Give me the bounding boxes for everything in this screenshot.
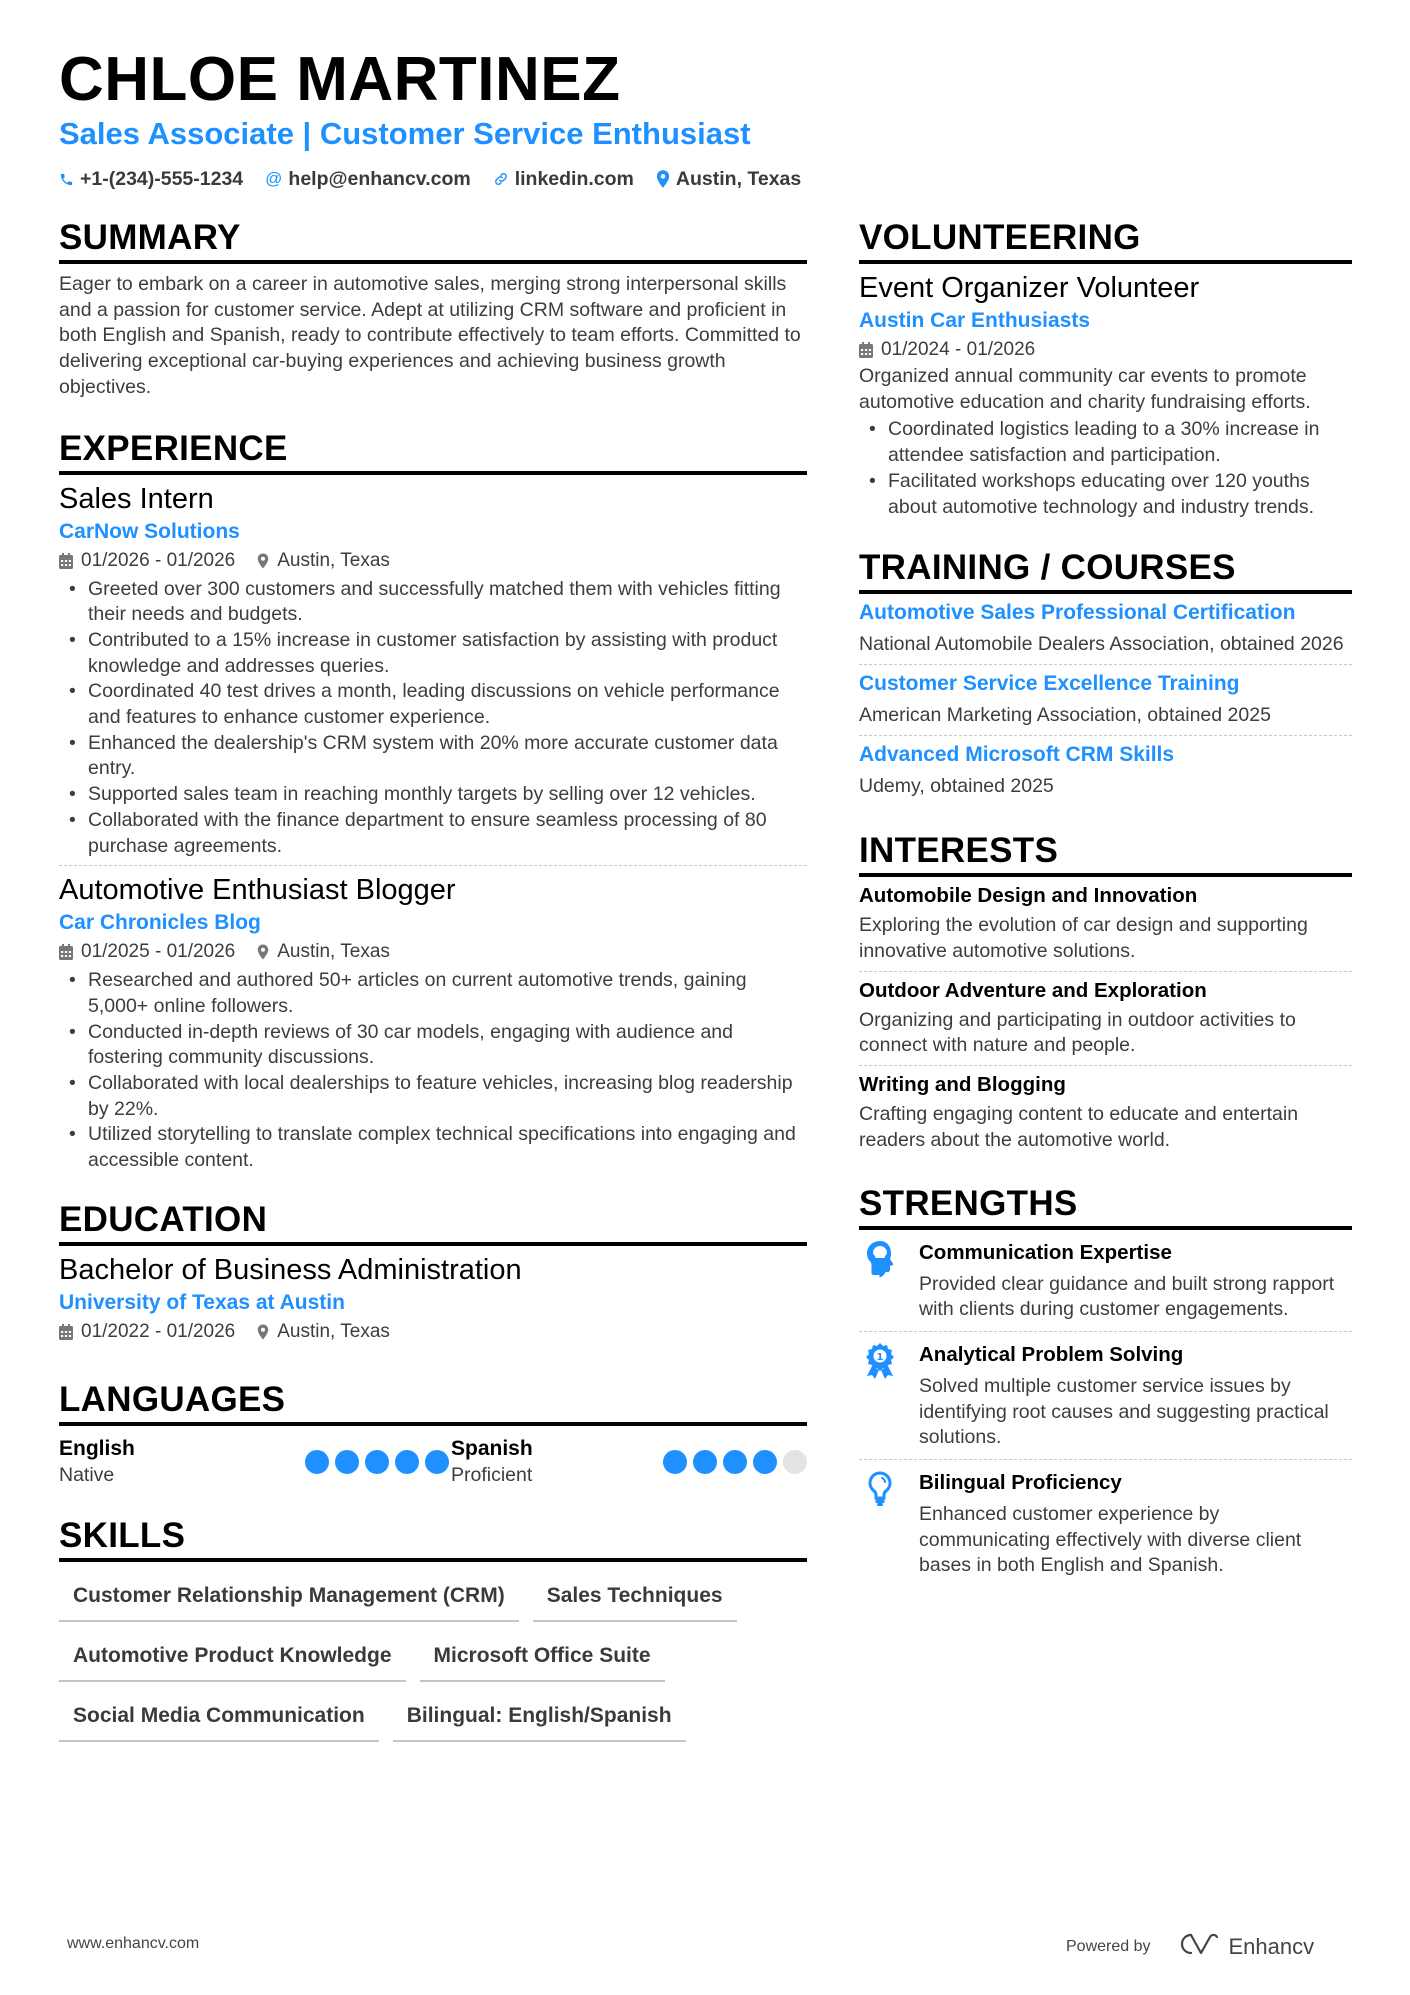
rating-dot-filled [335, 1450, 359, 1474]
head-brain-icon [859, 1238, 919, 1323]
list-item: • Coordinated 40 test drives a month, leading discussions on vehicle performance and features to enhance customer experience. [59, 679, 807, 730]
company-name: CarNow Solutions [59, 519, 240, 543]
rating-dot-filled [425, 1450, 449, 1474]
linkedin-text: linkedin.com [514, 168, 634, 190]
email-text: help@enhancv.com [288, 168, 471, 190]
languages-section [59, 1380, 807, 1488]
entry-meta [59, 938, 807, 966]
strength-title: Communication Expertise [919, 1240, 1172, 1264]
at-icon: @ [265, 169, 283, 188]
contact-email[interactable] [265, 166, 471, 192]
rating-dot-filled [753, 1450, 777, 1474]
course-detail: Udemy, obtained 2025 [859, 774, 1054, 797]
proficiency-rating [663, 1450, 807, 1474]
list-item: • Coordinated logistics leading to a 30% increase in attendee satisfaction and participation. [859, 417, 1352, 468]
contact-phone[interactable] [59, 166, 243, 192]
interest-item [859, 877, 1352, 970]
section-heading: EXPERIENCE [59, 429, 807, 475]
language-item [59, 1436, 449, 1488]
contact-bar [59, 166, 1359, 192]
strength-description: Solved multiple customer service issues by identifying root causes and suggesting practical solutions. [919, 1374, 1329, 1449]
interest-title: Automobile Design and Innovation [859, 884, 1198, 908]
phone-text: +1-(234)-555-1234 [80, 168, 244, 190]
job-title: Sales Intern [59, 482, 214, 515]
list-item: • Utilized storytelling to translate complex technical specifications into engaging and accessible content. [59, 1122, 807, 1173]
strength-title: Analytical Problem Solving [919, 1342, 1184, 1366]
left-column [59, 218, 807, 1742]
interest-item [859, 1065, 1352, 1159]
language-item [451, 1436, 807, 1488]
skill-tag: Sales Techniques [533, 1576, 737, 1622]
summary-section [59, 218, 807, 401]
skill-tag: Microsoft Office Suite [420, 1636, 665, 1682]
page-footer [0, 1935, 1410, 1965]
interest-description: Organizing and participating in outdoor activities to connect with nature and people. [859, 1008, 1296, 1057]
list-item: • Conducted in-depth reviews of 30 car models, engaging with audience and fostering community discussions. [59, 1020, 807, 1071]
rating-dot-filled [693, 1450, 717, 1474]
skill-tag: Automotive Product Knowledge [59, 1636, 406, 1682]
experience-entry [59, 865, 807, 1180]
date-range: 01/2025 - 01/2026 [81, 941, 236, 963]
resume-header [59, 44, 1359, 192]
list-item: • Collaborated with local dealerships to feature vehicles, increasing blog readership by 22%. [59, 1071, 807, 1122]
school-name: University of Texas at Austin [59, 1290, 345, 1314]
strength-item [859, 1459, 1352, 1587]
interest-title: Outdoor Adventure and Exploration [859, 978, 1207, 1002]
strength-description: Enhanced customer experience by communicating effectively with diverse client bases in both English and Spanish. [919, 1503, 1302, 1577]
rating-dot-empty [783, 1450, 807, 1474]
right-column [859, 218, 1352, 1587]
location: Austin, Texas [277, 941, 390, 963]
section-heading: VOLUNTEERING [859, 218, 1352, 264]
section-heading: SKILLS [59, 1516, 807, 1562]
strengths-section [859, 1184, 1352, 1588]
calendar-icon [59, 553, 73, 569]
rating-dot-filled [365, 1450, 389, 1474]
rating-dot-filled [305, 1450, 329, 1474]
volunteer-role: Event Organizer Volunteer [859, 272, 1200, 304]
list-item: • Supported sales team in reaching monthly targets by selling over 12 vehicles. [59, 782, 807, 808]
powered-by-label: Powered by [1066, 1938, 1151, 1955]
volunteer-description: Organized annual community car events to promote automotive education and charity fundraising efforts. [859, 365, 1311, 413]
course-title: Advanced Microsoft CRM Skills [859, 742, 1175, 766]
entry-meta [59, 547, 807, 575]
company-name: Car Chronicles Blog [59, 911, 261, 935]
section-heading: STRENGTHS [859, 1184, 1352, 1230]
brand-logo[interactable] [1177, 1931, 1315, 1963]
language-list [59, 1436, 807, 1488]
location-pin-icon [257, 944, 269, 960]
language-level: Proficient [451, 1463, 533, 1486]
section-heading: LANGUAGES [59, 1380, 807, 1426]
volunteering-section [859, 218, 1352, 526]
summary-text: Eager to embark on a career in automotive sales, merging strong interpersonal skills and a passion for customer service. Adept at utilizing CRM software and proficient in both English and Spanish, ready to contribute effectively to team efforts. Committed to delivering exceptional car-buying experiences and achieving business growth objectives. [59, 273, 801, 398]
strength-title: Bilingual Proficiency [919, 1471, 1122, 1495]
volunteering-entry [859, 270, 1352, 526]
location: Austin, Texas [277, 549, 390, 571]
course-item [859, 594, 1352, 664]
list-item: • Enhanced the dealership's CRM system with 20% more accurate customer data entry. [59, 731, 807, 782]
course-title: Automotive Sales Professional Certification [859, 601, 1296, 625]
interest-title: Writing and Blogging [859, 1073, 1066, 1097]
language-name: Spanish [451, 1436, 533, 1460]
phone-icon [59, 172, 74, 187]
language-level: Native [59, 1463, 115, 1486]
interest-description: Exploring the evolution of car design and supporting innovative automotive solutions. [859, 914, 1308, 963]
list-item: • Greeted over 300 customers and successfully matched them with vehicles fitting their needs and budgets. [59, 577, 807, 628]
section-heading: EDUCATION [59, 1200, 807, 1246]
brand-name: Enhancv [1228, 1934, 1315, 1959]
entry-meta [859, 336, 1352, 364]
award-ribbon-icon [859, 1340, 919, 1451]
education-section [59, 1200, 807, 1352]
list-item: • Researched and authored 50+ articles on current automotive trends, gaining 5,000+ online followers. [59, 968, 807, 1019]
enhancv-logo-icon [1177, 1931, 1221, 1963]
interest-description: Crafting engaging content to educate and entertain readers about the automotive world. [859, 1103, 1299, 1151]
section-heading: SUMMARY [59, 218, 807, 264]
achievement-list [59, 968, 807, 1174]
skill-tag: Customer Relationship Management (CRM) [59, 1576, 519, 1622]
section-heading: TRAINING / COURSES [859, 548, 1352, 594]
date-range: 01/2022 - 01/2026 [81, 1320, 236, 1342]
experience-entry [59, 481, 807, 866]
lightbulb-icon [859, 1468, 919, 1579]
strength-item [859, 1331, 1352, 1459]
proficiency-rating [305, 1450, 449, 1474]
candidate-name: CHLOE MARTINEZ [59, 45, 621, 114]
interests-section [859, 831, 1352, 1159]
list-item: • Facilitated workshops educating over 120 youths about automotive technology and industry trends. [859, 469, 1352, 520]
website-link[interactable]: www.enhancv.com [67, 1935, 200, 1952]
achievement-list [59, 577, 807, 860]
contact-linkedin[interactable] [493, 166, 634, 192]
job-title: Automotive Enthusiast Blogger [59, 874, 456, 907]
course-item [859, 664, 1352, 735]
strength-description: Provided clear guidance and built strong rapport with clients during customer engagements. [919, 1272, 1335, 1321]
svg-text:1: 1 [876, 1351, 884, 1363]
date-range: 01/2026 - 01/2026 [81, 549, 236, 571]
course-title: Customer Service Excellence Training [859, 671, 1240, 695]
organization-name: Austin Car Enthusiasts [859, 309, 1091, 332]
rating-dot-filled [663, 1450, 687, 1474]
experience-section [59, 429, 807, 1180]
training-section [859, 548, 1352, 805]
interest-item [859, 971, 1352, 1065]
entry-meta [59, 1318, 807, 1346]
candidate-title: Sales Associate | Customer Service Enthusiast [59, 116, 751, 151]
location-text: Austin, Texas [675, 168, 802, 190]
education-entry [59, 1252, 807, 1352]
location-pin-icon [257, 553, 269, 569]
calendar-icon [59, 944, 73, 960]
skills-section [59, 1516, 807, 1742]
calendar-icon [59, 1324, 73, 1340]
date-range: 01/2024 - 01/2026 [881, 339, 1036, 360]
course-item [859, 735, 1352, 806]
skill-tag: Bilingual: English/Spanish [393, 1696, 686, 1742]
list-item: • Contributed to a 15% increase in customer satisfaction by assisting with product knowledge and addresses queries. [59, 628, 807, 679]
location-pin-icon [656, 170, 670, 188]
calendar-icon [859, 342, 873, 358]
location: Austin, Texas [277, 1320, 390, 1342]
rating-dot-filled [395, 1450, 419, 1474]
section-heading: INTERESTS [859, 831, 1352, 877]
language-name: English [59, 1436, 135, 1460]
powered-by [1066, 1931, 1314, 1963]
link-icon [493, 171, 509, 187]
location-pin-icon [257, 1324, 269, 1340]
rating-dot-filled [723, 1450, 747, 1474]
contact-location [656, 166, 801, 192]
course-detail: National Automobile Dealers Association, obtained 2026 [859, 633, 1344, 656]
strength-item [859, 1230, 1352, 1331]
skill-tag: Social Media Communication [59, 1696, 379, 1742]
list-item: • Collaborated with the finance department to ensure seamless processing of 80 purchase agreements. [59, 808, 807, 859]
degree: Bachelor of Business Administration [59, 1253, 522, 1286]
course-detail: American Marketing Association, obtained 2025 [859, 703, 1271, 726]
achievement-list [859, 417, 1352, 520]
skill-tags [59, 1576, 819, 1742]
